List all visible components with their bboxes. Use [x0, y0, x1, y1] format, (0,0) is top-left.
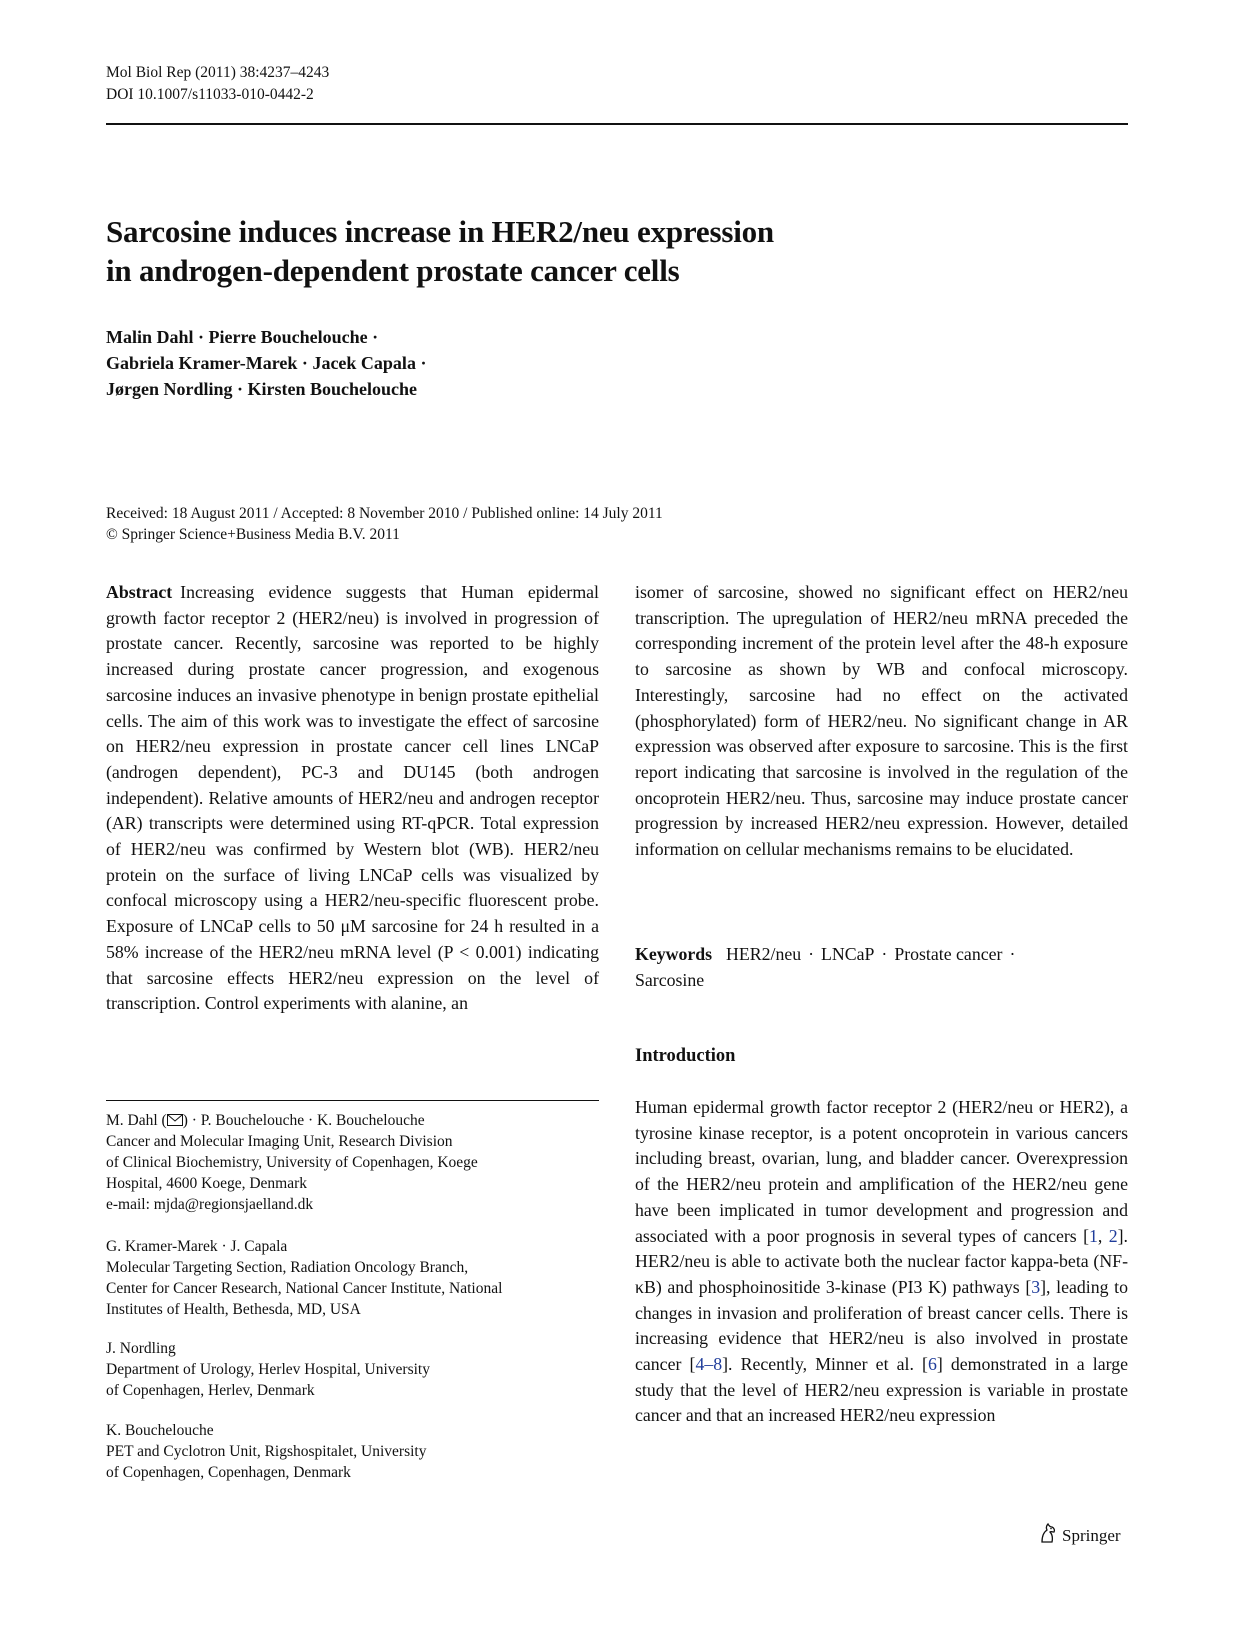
header-rule	[106, 123, 1128, 125]
springer-horse-icon	[1038, 1522, 1058, 1549]
introduction-body	[635, 1095, 1128, 1429]
affiliation-line: Hospital, 4600 Koege, Denmark	[106, 1175, 308, 1192]
affiliation-line: Cancer and Molecular Imaging Unit, Research Division	[106, 1133, 453, 1150]
introduction-heading: Introduction	[635, 1046, 736, 1066]
keywords	[635, 942, 1128, 993]
authors-line-1: Malin Dahl · Pierre Bouchelouche ·	[106, 327, 379, 347]
authors-line-2: Gabriela Kramer-Marek · Jacek Capala ·	[106, 353, 427, 373]
publisher-logo	[1038, 1522, 1121, 1549]
affiliation-line: of Copenhagen, Copenhagen, Denmark	[106, 1464, 351, 1481]
abstract-column-right	[635, 580, 1128, 863]
keyword-item: Sarcosine	[635, 969, 705, 990]
keywords-label: Keywords	[635, 944, 713, 964]
abstract-column-left	[106, 580, 599, 1017]
dates-line: Received: 18 August 2011 / Accepted: 8 November 2010 / Published online: 14 July 2011	[106, 505, 663, 522]
intro-text: ,	[1097, 1225, 1109, 1246]
envelope-icon	[167, 1114, 183, 1126]
footnote-rule	[106, 1100, 599, 1101]
intro-text: ]. Recently, Minner et al. [	[722, 1354, 928, 1375]
journal-citation: Mol Biol Rep (2011) 38:4237–4243	[106, 64, 330, 81]
affiliation-names-text: M. Dahl (	[106, 1112, 167, 1129]
affiliation-names: J. Nordling	[106, 1340, 176, 1357]
title-line-1: Sarcosine induces increase in HER2/neu expression	[106, 214, 774, 249]
abstract-text-part-1: Increasing evidence suggests that Human epidermal growth factor receptor 2 (HER2/neu) is involved in progression of prostate cancer. Recently, sarcosine was reported to be highly increased during prostate cancer progression, and exogenous sarcosine induces an invasive phenotype in benign prostate epithelial cells. The aim of this work was to investigate the effect of sarcosine on HER2/neu expression in prostate cancer cell lines LNCaP (androgen dependent), PC-3 and DU145 (both androgen independent). Relative amounts of HER2/neu and androgen receptor (AR) transcripts were determined using RT-qPCR. Total expression of HER2/neu was confirmed by Western blot (WB). HER2/neu protein on the surface of living LNCaP cells was visualized by confocal microscopy using a HER2/neu-specific fluorescent probe. Exposure of LNCaP cells to 50 μM sarcosine for 24 h resulted in a 58% increase of the HER2/neu mRNA level (P < 0.001) indicating that sarcosine effects HER2/neu expression on the level of transcription. Control experiments with alanine, an	[106, 582, 599, 1014]
citation-link[interactable]: 1	[1089, 1225, 1098, 1246]
affiliation-block	[106, 1338, 430, 1401]
citation-link[interactable]: 3	[1031, 1276, 1041, 1297]
article-title	[106, 212, 1006, 290]
keyword-item: HER2/neu	[726, 944, 802, 964]
affiliation-block	[106, 1110, 478, 1215]
abstract-text-part-2: isomer of sarcosine, showed no significant effect on HER2/neu transcription. The upregulation of HER2/neu mRNA preceded the corresponding increment of the protein level after the 48-h exposure to sarcosine as shown by WB and confocal microscopy. Interestingly, sarcosine had no effect on the activated (phosphorylated) form of HER2/neu. No significant change in AR expression was observed after exposure to sarcosine. This is the first report indicating that sarcosine is involved in the regulation of the oncoprotein HER2/neu. Thus, sarcosine may induce prostate cancer progression by increased HER2/neu expression. However, detailed information on cellular mechanisms remains to be elucidated.	[635, 582, 1128, 860]
abstract-label: Abstract	[106, 582, 173, 602]
intro-text: ] demonstrated in a large study that the level of HER2/neu expression is variable in prostate cancer and that an increased HER2/neu expression	[635, 1354, 1129, 1426]
publication-dates	[106, 503, 663, 545]
author-list	[106, 324, 426, 402]
affiliation-names	[106, 1110, 478, 1131]
affiliation-block	[106, 1236, 502, 1320]
keyword-separator: ·	[1009, 944, 1016, 964]
keyword-separator: ·	[808, 944, 815, 964]
keyword-item: Prostate cancer	[894, 944, 1003, 964]
affiliation-line: Molecular Targeting Section, Radiation Oncology Branch,	[106, 1259, 469, 1276]
affiliation-email[interactable]: e-mail: mjda@regionsjaelland.dk	[106, 1196, 314, 1213]
affiliation-line: Institutes of Health, Bethesda, MD, USA	[106, 1301, 361, 1318]
affiliation-names-text: ) · P. Bouchelouche · K. Bouchelouche	[182, 1112, 425, 1129]
intro-text: ]. HER2/neu is able to activate both the nuclear factor kappa-beta (NF-κB) and phosphoinositide 3-kinase (PI3 K) pathways [	[635, 1225, 1128, 1297]
keyword-separator: ·	[881, 944, 888, 964]
affiliation-block	[106, 1420, 426, 1483]
springer-wordmark: Springer	[1062, 1525, 1121, 1545]
authors-line-3: Jørgen Nordling · Kirsten Bouchelouche	[106, 379, 418, 399]
affiliation-line: Center for Cancer Research, National Cancer Institute, National	[106, 1280, 503, 1297]
intro-text: Human epidermal growth factor receptor 2 (HER2/neu or HER2), a tyrosine kinase receptor, is a potent oncoprotein in various cancers including breast, ovarian, lung, and bladder cancer. Overexpression of the HER2/neu protein and amplification of the HER2/neu gene have been implicated in tumor development and progression and associated with a poor prognosis in several types of cancers [	[635, 1097, 1128, 1246]
copyright-line: © Springer Science+Business Media B.V. 2011	[106, 526, 400, 543]
citation-link[interactable]: 6	[927, 1354, 937, 1375]
keyword-item: LNCaP	[821, 944, 875, 964]
title-line-2: in androgen-dependent prostate cancer cells	[106, 253, 680, 288]
affiliation-names: K. Bouchelouche	[106, 1422, 214, 1439]
affiliation-line: PET and Cyclotron Unit, Rigshospitalet, University	[106, 1443, 427, 1460]
affiliation-line: of Copenhagen, Herlev, Denmark	[106, 1382, 315, 1399]
affiliation-line: Department of Urology, Herlev Hospital, University	[106, 1361, 430, 1378]
citation-link[interactable]: 4–8	[695, 1354, 723, 1375]
affiliation-line: of Clinical Biochemistry, University of Copenhagen, Koege	[106, 1154, 478, 1171]
journal-header	[106, 62, 329, 106]
affiliation-names: G. Kramer-Marek · J. Capala	[106, 1238, 288, 1255]
citation-link[interactable]: 2	[1108, 1225, 1118, 1246]
doi: DOI 10.1007/s11033-010-0442-2	[106, 86, 314, 103]
intro-text: ], leading to changes in invasion and proliferation of breast cancer cells. There is increasing evidence that HER2/neu is also involved in prostate cancer [	[635, 1276, 1128, 1375]
